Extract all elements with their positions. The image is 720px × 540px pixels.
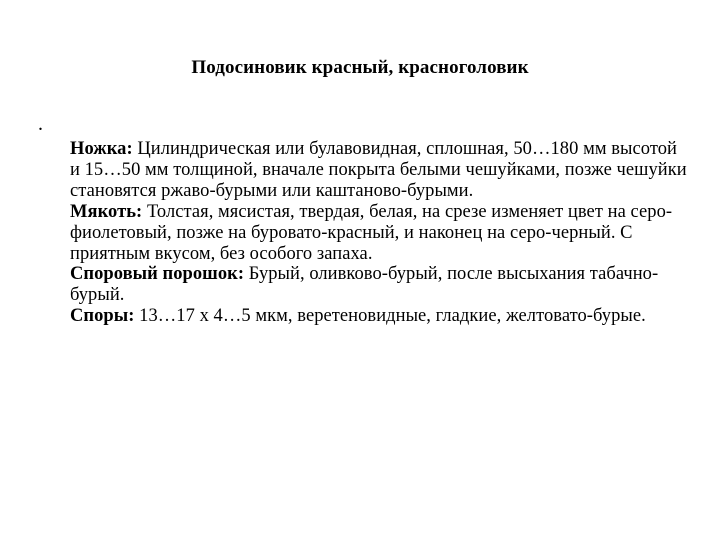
section-flesh <box>70 202 690 265</box>
section-stem <box>70 139 690 202</box>
section-text-spore-print: Бурый, оливково-бурый, после высыхания табачно-бурый. <box>70 264 659 306</box>
bullet-marker: . <box>38 113 43 135</box>
section-spores <box>70 306 690 327</box>
section-label-stem: Ножка: <box>70 139 133 159</box>
section-label-spore-print: Споровый порошок: <box>70 264 245 285</box>
section-label-spores: Споры: <box>70 306 135 327</box>
section-label-flesh: Мякоть: <box>70 201 143 222</box>
slide-title: Подосиновик красный, красноголовик <box>191 57 529 78</box>
section-text-spores: 13…17 х 4…5 мкм, веретеновидные, гладкие, желтовато-бурые. <box>134 306 646 327</box>
section-spore-print <box>70 264 690 306</box>
slide-body <box>70 139 690 327</box>
section-text-stem: Цилиндрическая или булавовидная, сплошная, 50…180 мм высотой и 15…50 мм толщиной, вначале покрыта белыми чешуйками, позже чешуйки становятся ржаво-бурыми или каштаново-бурыми. <box>70 139 687 201</box>
section-text-flesh: Толстая, мясистая, твердая, белая, на срезе изменяет цвет на серо-фиолетовый, позже на буровато-красный, и наконец на серо-черный. С приятным вкусом, без особого запаха. <box>70 201 673 264</box>
